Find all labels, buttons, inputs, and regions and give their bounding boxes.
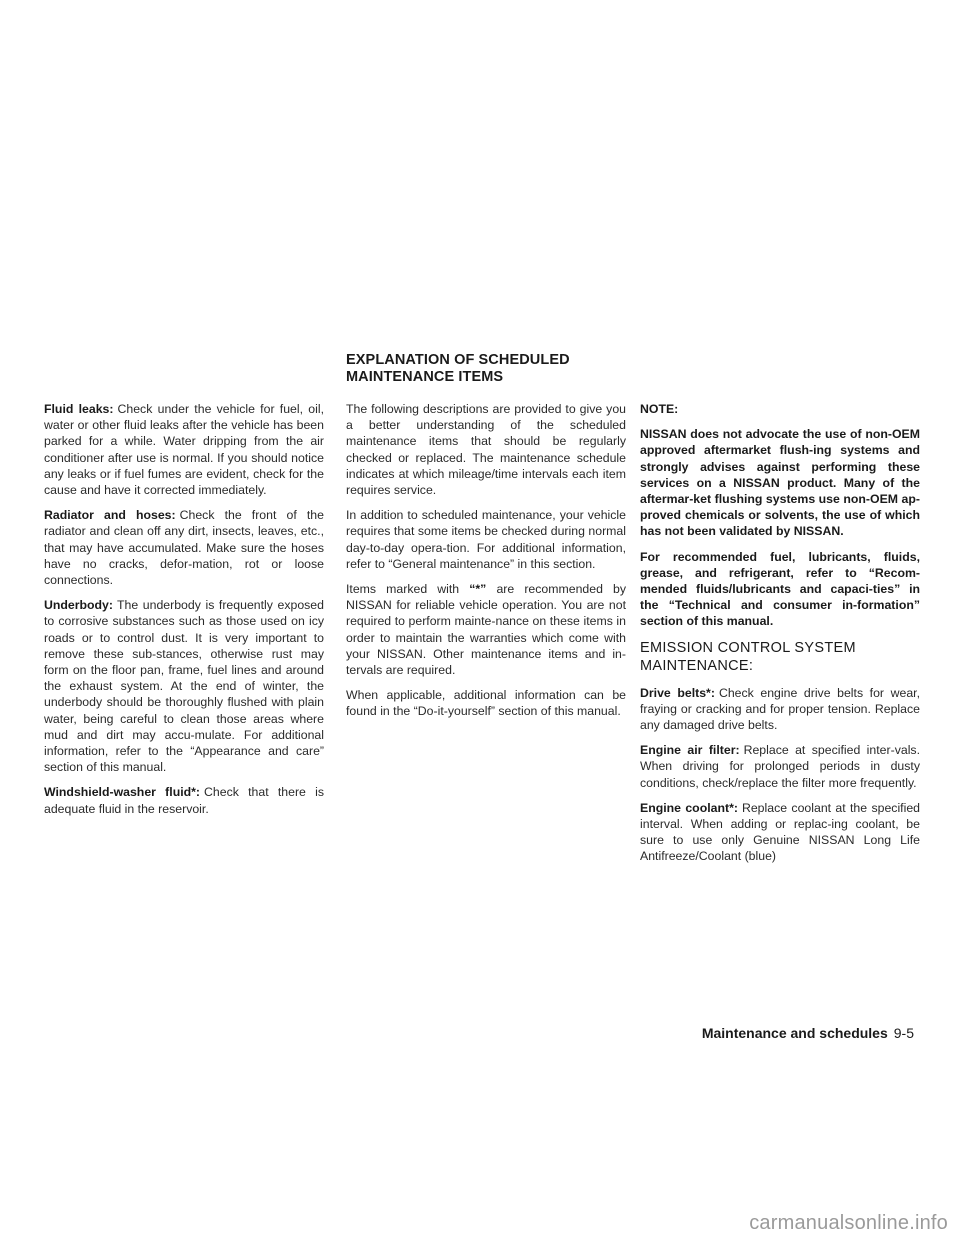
text-fluid-leaks: Check under the vehicle for fuel, oil, water or other fluid leaks after the vehicle has been parked for a while. Water dripping from the air conditioner after use is normal. If you should notice any leaks or if fuel fumes are evident, check for the cause and have it corrected immediately. — [44, 402, 324, 498]
paragraph-daily-checks: In addition to scheduled maintenance, your vehicle requires that some items be checked during normal day-to-day opera-tion. For additional information, refer to “General maintenance” in this section. — [346, 508, 626, 571]
subheading-line1: EMISSION CONTROL SYSTEM — [640, 639, 856, 656]
text-drive-belts: Check engine drive belts for wear, fraying or cracking and for proper tension. Replace any damaged drive belts. — [640, 685, 921, 733]
emission-control-subheading — [640, 639, 920, 675]
paragraph-intro: The following descriptions are provided to give you a better understanding of the scheduled maintenance items that should be regularly checked or replaced. The maintenance schedule indicates at which mileage/time intervals each item requires service. — [346, 402, 626, 498]
text-washer-fluid: Check that there is adequate fluid in the reservoir. — [44, 785, 324, 816]
paragraph-underbody — [44, 597, 324, 775]
paragraph-washer-fluid — [44, 784, 324, 816]
marked-items-after: are recommended by NISSAN for reliable vehicle operation. You are not required to perform mainte-nance on these items in order to maintain the warranties which come with your NISSAN. Other maintenance items and in-tervals are required. — [346, 582, 627, 678]
subheading-line2: MAINTENANCE: — [640, 657, 754, 674]
watermark: carmanualsonline.info — [749, 1212, 948, 1234]
term-underbody: Underbody: — [44, 598, 113, 613]
note-aftermarket-flushing: NISSAN does not advocate the use of non-OEM approved aftermarket flush-ing systems and strongly advises against performing these services on a NISSAN product. Many of the aftermar-ket flushing systems use non-OEM ap-proved chemicals or solvents, the use of which has not been validated by NISSAN. — [640, 427, 920, 539]
paragraph-air-filter — [640, 742, 920, 791]
paragraph-marked-items — [346, 581, 626, 678]
section-heading — [346, 352, 646, 386]
term-washer-fluid: Windshield-washer fluid*: — [44, 785, 201, 800]
paragraph-fluid-leaks — [44, 401, 324, 498]
section-heading-line1: EXPLANATION OF SCHEDULED — [346, 352, 570, 368]
note-recommended-fluids: For recommended fuel, lubricants, fluids, grease, and refrigerant, refer to “Recom-mended fluids/lubricants and capaci-ties” in the “Technical and consumer in-formation” section of this manual. — [640, 549, 920, 629]
term-fluid-leaks: Fluid leaks: — [44, 402, 114, 416]
footer-section-title: Maintenance and schedules — [701, 1025, 888, 1041]
text-radiator-hoses: Check the front of the radiator and clean off any dirt, insects, leaves, etc., that may have accumulated. Make sure the hoses have no cracks, defor-mation, rot or loose connections. — [44, 508, 324, 588]
column-right — [640, 401, 920, 874]
note-label: NOTE: — [640, 402, 679, 416]
paragraph-engine-coolant — [640, 800, 920, 865]
term-air-filter: Engine air filter: — [640, 743, 740, 758]
text-underbody: The underbody is frequently exposed to corrosive substances such as those used on icy roads or to control dust. It is very important to remove these sub-stances, otherwise rust may form on the floor pan, frame, fuel lines and around the exhaust system. At the end of winter, the underbody should be thoroughly flushed with plain water, being careful to clean those areas where mud and dirt may accu-mulate. For additional information, refer to the “Appearance and care” section of this manual. — [44, 598, 324, 775]
term-drive-belts: Drive belts*: — [640, 685, 715, 700]
page-number: 9-5 — [893, 1025, 914, 1041]
term-engine-coolant: Engine coolant*: — [640, 800, 738, 815]
paragraph-additional-info: When applicable, additional information can be found in the “Do-it-yourself” section of this manual. — [346, 688, 626, 719]
page-footer — [702, 1024, 914, 1042]
column-left — [44, 401, 324, 826]
text-air-filter: Replace at specified inter-vals. When driving for prolonged periods in dusty conditions, check/replace the filter more frequently. — [640, 743, 920, 790]
section-heading-line2: MAINTENANCE ITEMS — [346, 369, 504, 385]
column-middle — [346, 401, 626, 729]
asterisk-mark: “*” — [469, 582, 487, 597]
marked-items-before: Items marked with — [346, 582, 460, 597]
term-radiator-hoses: Radiator and hoses: — [44, 508, 176, 523]
text-engine-coolant: Replace coolant at the specified interval. When adding or replac-ing coolant, be sure to use only Genuine NISSAN Long Life Antifreeze/Coolant (blue) — [640, 800, 920, 864]
paragraph-radiator-hoses — [44, 507, 324, 588]
paragraph-drive-belts — [640, 685, 920, 734]
